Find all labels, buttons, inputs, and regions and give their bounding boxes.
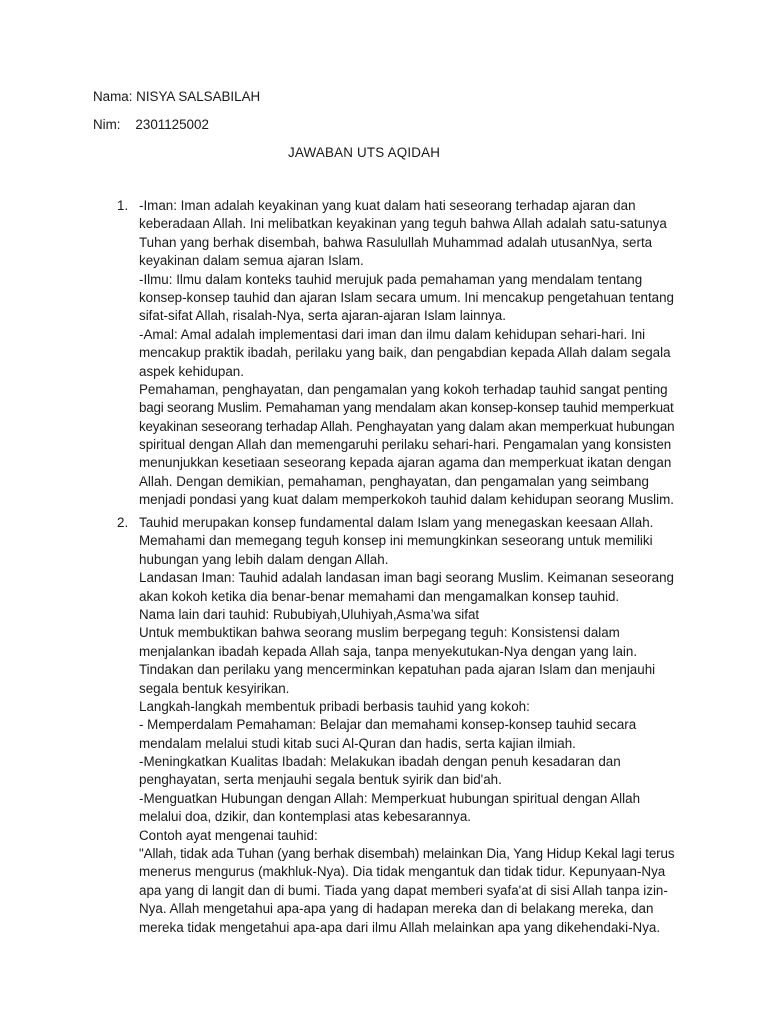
answer-line: menerus mengurus (makhluk-Nya). Dia tidak mengantuk dan tidak tidur. Kepunyaan-Nya [139, 864, 666, 880]
answer-line: keyakinan dalam semua ajaran Islam. [139, 253, 364, 269]
answer-line: -Ilmu: Ilmu dalam konteks tauhid merujuk pada pemahaman yang mendalam tentang [139, 271, 643, 287]
answer-line: spiritual dengan Allah dan memengaruhi perilaku sehari-hari. Pengamalan yang konsisten [139, 437, 672, 453]
answer-line: Langkah-langkah membentuk pribadi berbasis tauhid yang kokoh: [139, 698, 530, 714]
answer-line: menunjukkan kesetiaan seseorang kepada ajaran agama dan memperkuat ikatan dengan [139, 455, 672, 471]
answer-line: - Memperdalam Pemahaman: Belajar dan memahami konsep-konsep tauhid secara [139, 717, 637, 733]
answer-body [139, 197, 675, 510]
answer-line: mendalam melalui studi kitab suci Al-Quran dan hadis, serta kajian ilmiah. [139, 735, 576, 751]
answer-line: segala bentuk kesyirikan. [139, 680, 290, 696]
answer-line: Landasan Iman: Tauhid adalah landasan iman bagi seorang Muslim. Keimanan seseorang [139, 570, 674, 586]
answer-line: sifat-sifat Allah, risalah-Nya, serta ajaran-ajaran Islam lainnya. [139, 308, 506, 324]
student-id-value: 2301125002 [135, 117, 209, 132]
answer-line: Pemahaman, penghayatan, dan pengamalan yang kokoh terhadap tauhid sangat penting [139, 381, 668, 397]
answer-line: hubungan yang lebih dalam dengan Allah. [139, 551, 389, 567]
student-id-line [93, 116, 209, 134]
answer-line: Allah. Dengan demikian, pemahaman, penghayatan, dan pengamalan yang seimbang [139, 473, 649, 489]
answer-number: 2. [117, 515, 129, 530]
answer-line: Nama lain dari tauhid: Rububiyah,Uluhiyah,Asma’wa sifat [139, 606, 480, 622]
answer-line: apa yang di langit dan di bumi. Tiada yang dapat memberi syafa'at di sisi Allah tanpa izin- [139, 882, 668, 898]
answer-line: Contoh ayat mengenai tauhid: [139, 827, 318, 843]
answer-line: Untuk membuktikan bahwa seorang muslim berpegang teguh: Konsistensi dalam [139, 625, 620, 641]
answer-line: -Iman: Iman adalah keyakinan yang kuat dalam hati seseorang terhadap ajaran dan [139, 198, 636, 213]
answer-line: konsep-konsep tauhid dan ajaran Islam secara umum. Ini mencakup pengetahuan tentang [139, 289, 674, 305]
answer-number: 1. [117, 198, 129, 213]
answer-line: akan kokoh ketika dia benar-benar memahami dan mengamalkan konsep tauhid. [139, 588, 620, 604]
answer-line: -Meningkatkan Kualitas Ibadah: Melakukan ibadah dengan penuh kesadaran dan [139, 754, 621, 770]
answer-line: -Amal: Amal adalah implementasi dari iman dan ilmu dalam kehidupan sehari-hari. Ini [139, 326, 646, 342]
answer-line: Tuhan yang berhak disembah, bahwa Rasulullah Muhammad adalah utusanNya, serta [139, 234, 653, 250]
answer-line: Tauhid merupakan konsep fundamental dalam Islam yang menegaskan keesaan Allah. [139, 515, 654, 530]
answer-line: keberadaan Allah. Ini melibatkan keyakinan yang teguh bahwa Allah adalah satu-satunya [139, 216, 667, 232]
answer-line: mereka tidak mengetahui apa-apa dari ilmu Allah melainkan apa yang dikehendaki-Nya. [139, 919, 661, 935]
answer-body [139, 514, 675, 937]
answer-line: bagi seorang Muslim. Pemahaman yang mendalam akan konsep-konsep tauhid memperkuat [139, 400, 674, 416]
answer-line: "Allah, tidak ada Tuhan (yang berhak disembah) melainkan Dia, Yang Hidup Kekal lagi terus [139, 846, 675, 862]
answer-line: aspek kehidupan. [139, 363, 244, 379]
answer-line: menjadi pondasi yang kuat dalam memperkokoh tauhid dalam kehidupan seorang Muslim. [139, 492, 674, 508]
answer-line: penghayatan, serta menjauhi segala bentuk syirik dan bid'ah. [139, 772, 502, 788]
answer-line: menjalankan ibadah kepada Allah saja, tanpa menyekutukan-Nya dengan yang lain. [139, 643, 638, 659]
answer-line: melalui doa, dzikir, dan kontemplasi atas kebesarannya. [139, 809, 471, 825]
answer-line: keyakinan seseorang terhadap Allah. Penghayatan yang dalam akan memperkuat hubungan [139, 418, 675, 434]
answer-line: Memahami dan memegang teguh konsep ini memungkinkan seseorang untuk memiliki [139, 533, 653, 549]
answer-line: Tindakan dan perilaku yang mencerminkan kepatuhan pada ajaran Islam dan menjauhi [139, 662, 656, 678]
page-title: JAWABAN UTS AQIDAH [288, 145, 441, 160]
answer-line: -Menguatkan Hubungan dengan Allah: Memperkuat hubungan spiritual dengan Allah [139, 790, 641, 806]
student-name: Nama: NISYA SALSABILAH [93, 89, 261, 104]
answer-line: mencakup praktik ibadah, perilaku yang baik, dan pengabdian kepada Allah dalam segala [139, 345, 671, 361]
answer-line: Nya. Allah mengetahui apa-apa yang di hadapan mereka dan di belakang mereka, dan [139, 901, 654, 917]
student-id-label: Nim: [93, 117, 121, 132]
